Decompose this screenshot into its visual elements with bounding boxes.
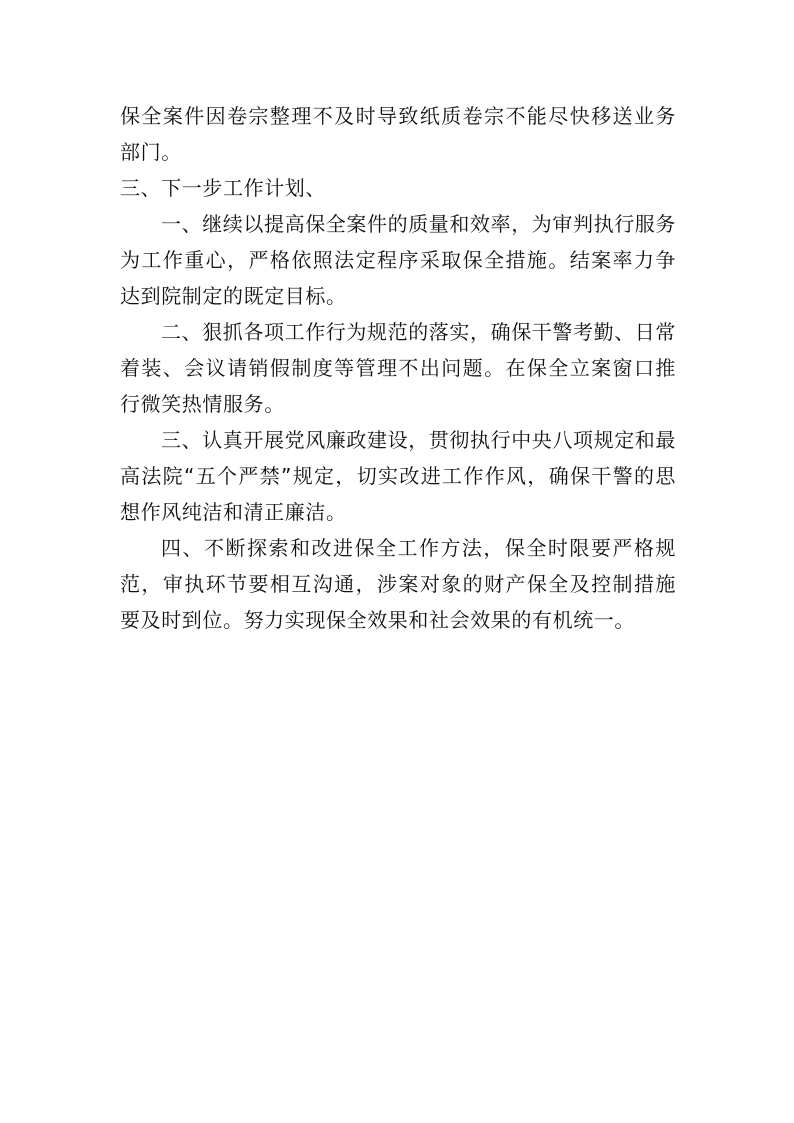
paragraph-item-4: 四、不断探索和改进保全工作方法，保全时限要严格规范，审执环节要相互沟通，涉案对象的财产保全及控制措施要及时到位。努力实现保全效果和社会效果的有机统一。 — [120, 536, 676, 632]
document-body — [120, 98, 676, 638]
paragraph-item-2: 二、狠抓各项工作行为规范的落实，确保干警考勤、日常着装、会议请销假制度等管理不出问题。在保全立案窗口推行微笑热情服务。 — [120, 320, 676, 416]
paragraph-item-3: 三、认真开展党风廉政建设，贯彻执行中央八项规定和最高法院“五个严禁”规定，切实改进工作作风，确保干警的思想作风纯洁和清正廉洁。 — [120, 428, 676, 524]
paragraph-continuation: 保全案件因卷宗整理不及时导致纸质卷宗不能尽快移送业务部门。 — [120, 104, 676, 164]
section-heading-next-steps: 三、下一步工作计划、 — [120, 176, 326, 200]
paragraph-item-1: 一、继续以提高保全案件的质量和效率，为审判执行服务为工作重心，严格依照法定程序采取保全措施。结案率力争达到院制定的既定目标。 — [120, 212, 676, 308]
